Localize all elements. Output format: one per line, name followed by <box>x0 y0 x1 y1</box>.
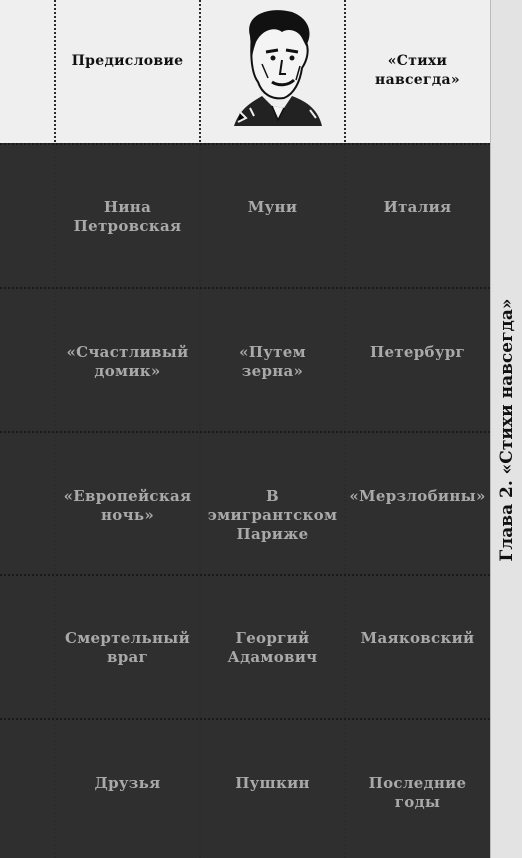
cell-poems-forever[interactable] <box>345 52 490 90</box>
grid-line <box>0 431 490 433</box>
cell-mayakovsky[interactable] <box>345 629 490 648</box>
cell-poems-forever-label: «Стихи навсегда» <box>375 53 460 88</box>
grid-line <box>0 574 490 576</box>
cell-label: Последние годы <box>368 774 467 811</box>
top-row <box>0 0 490 143</box>
cell-adamovich[interactable] <box>200 629 345 667</box>
grid-line <box>0 718 490 720</box>
cell-label: Петербург <box>369 343 466 361</box>
cell-grain-way[interactable] <box>200 343 345 381</box>
cell-mortal-enemy[interactable] <box>55 629 200 667</box>
grid-line <box>0 143 490 145</box>
cell-petersburg[interactable] <box>345 343 490 362</box>
cell-label: Муни <box>247 198 298 216</box>
grid-line <box>0 287 490 289</box>
cell-label: Нина Петровская <box>73 198 182 235</box>
grid-line <box>199 0 201 858</box>
cell-label: Смертельный враг <box>64 629 191 666</box>
cell-preface[interactable] <box>55 52 200 71</box>
cell-label: Пушкин <box>235 774 310 792</box>
cell-emigrant-paris[interactable] <box>200 487 345 544</box>
cell-pushkin[interactable] <box>200 774 345 793</box>
cell-preface-label: Предисловие <box>71 53 184 69</box>
chapter-sidebar <box>490 0 522 858</box>
cell-last-years[interactable] <box>345 774 490 812</box>
chapter-title: Глава 2. «Стихи навсегда» <box>497 298 517 562</box>
cell-label: В эмигрантском Париже <box>207 487 338 543</box>
cell-merzlobiny[interactable] <box>345 487 490 506</box>
cell-label: Друзья <box>94 774 161 792</box>
portrait-illustration <box>222 8 334 136</box>
cell-label: Маяковский <box>360 629 475 647</box>
cell-label: «Счастливый домик» <box>66 343 189 380</box>
grid-line <box>54 0 56 858</box>
cell-happy-house[interactable] <box>55 343 200 381</box>
cell-label: Италия <box>383 198 452 216</box>
grid-line <box>344 0 346 858</box>
cell-label: «Мерзлобины» <box>349 487 486 505</box>
cell-friends[interactable] <box>55 774 200 793</box>
cell-muni[interactable] <box>200 198 345 217</box>
cell-label: Георгий Адамович <box>227 629 318 666</box>
cell-label: «Путем зерна» <box>239 343 306 380</box>
cell-european-night[interactable] <box>55 487 200 525</box>
cell-italy[interactable] <box>345 198 490 217</box>
cell-label: «Европейская ночь» <box>63 487 192 524</box>
cell-nina-petrovskaya[interactable] <box>55 198 200 236</box>
